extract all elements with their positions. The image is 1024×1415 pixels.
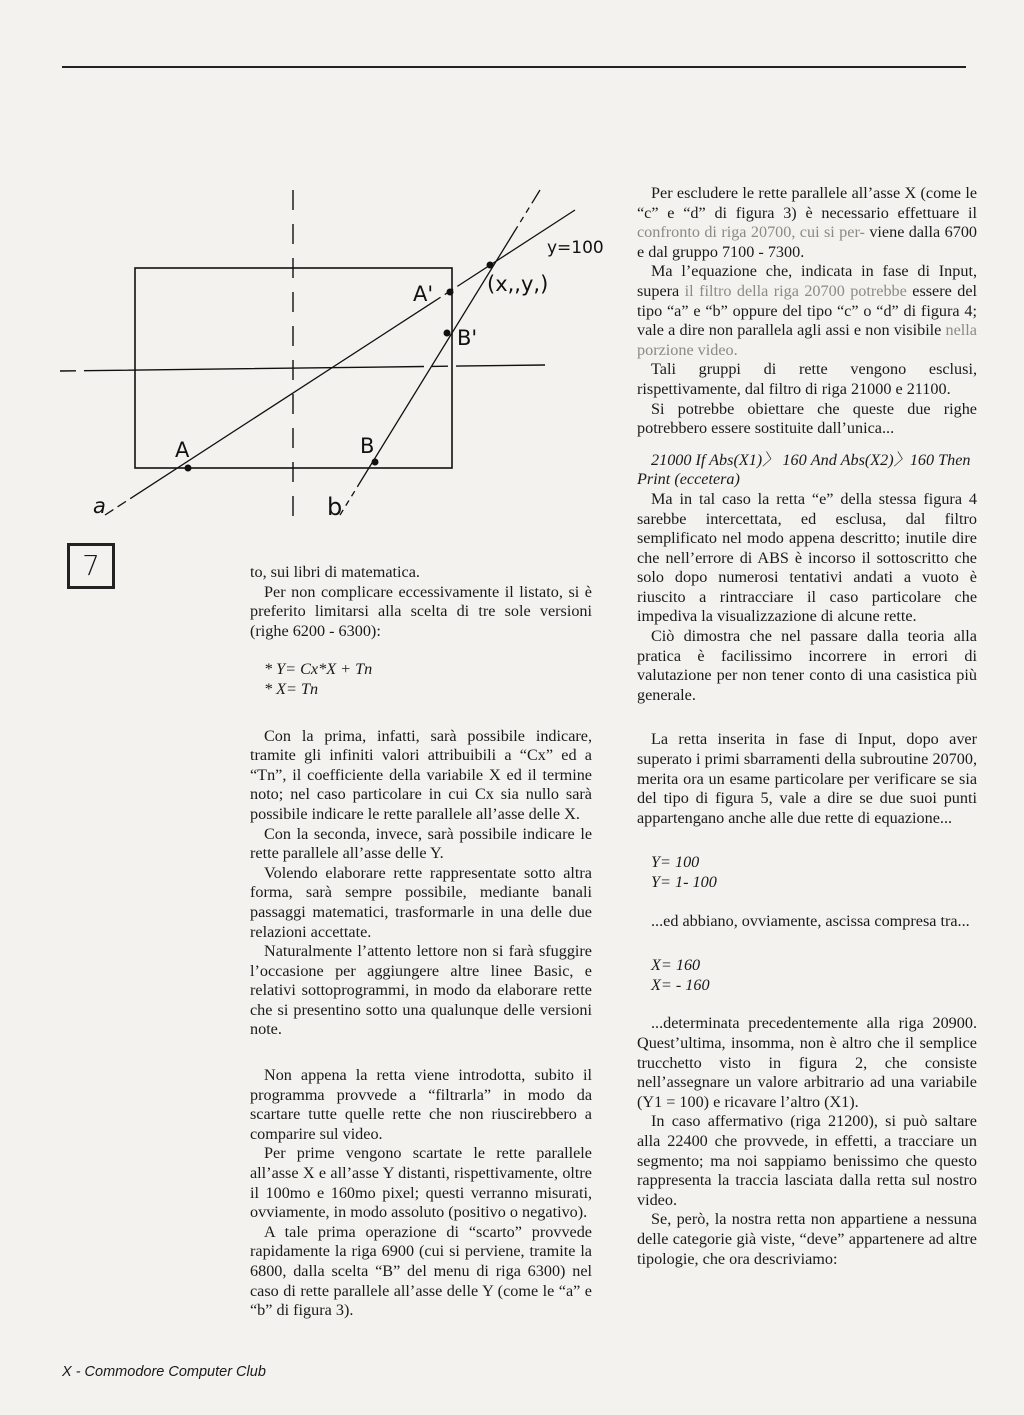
header-rule xyxy=(62,66,966,68)
line-a xyxy=(105,210,575,515)
paragraph: Con la prima, infatti, sarà possibile indicare, tramite gli infiniti valori attribuibili a “Cx” ed a “Tn”, il coefficiente della variabile X ed il termine noto; nel caso particolare in cui Cx sia nullo sarà possibile indicare le rette parallele all’asse delle X. xyxy=(250,726,592,823)
paragraph: In caso affermativo (riga 21200), si può saltare alla 22400 che provvede, in effetti, a tracciare un segmento; ma noi sappiamo benissimo che questo rappresenta la traccia lasciata dalla retta sul nostro video. xyxy=(637,1112,977,1209)
paragraph: Si potrebbe obiettare che queste due righe potrebbero essere sostituite dall’unica... xyxy=(637,399,977,438)
equation: X= - 160 xyxy=(651,975,710,994)
line-b xyxy=(340,190,540,515)
figure-number-box: 7 xyxy=(67,543,115,589)
label-line-b: b xyxy=(327,493,343,521)
paragraph: Per non complicare eccessivamente il listato, si è preferito limitarsi alla scelta di tre sole versioni (righe 6200 - 6300): xyxy=(250,582,592,640)
equation: Y= 1- 100 xyxy=(651,873,717,891)
label-line-a: a xyxy=(93,494,106,518)
paragraph: Ma in tal caso la retta “e” della stessa figura 4 sarebbe intercettata, ed esclusa, dal filtro semplificato nel modo appena descritto; inutile dire che nell’errore di ABS è incorso il sottoscritto che solo dopo numerosi tentativi andati a vuoto è riuscito a rintracciare il caso particolare che impediva la visualizzazione di alcune rette. xyxy=(637,489,977,626)
label-a-prime: A' xyxy=(413,282,434,306)
code-line: 21000 If Abs(X1)〉 160 And Abs(X2)〉160 Then Print (eccetera) xyxy=(637,450,971,489)
label-point: (x,,y,) xyxy=(487,272,549,296)
figure-svg xyxy=(55,185,615,530)
paragraph: Tali gruppi di rette vengono esclusi, rispettivamente, dal filtro di riga 21000 e 21100. xyxy=(637,360,977,398)
paragraph: A tale prima operazione di “scarto” provvede rapidamente la riga 6900 (cui si perviene, tramite la 6800, dalla scelta “B” del menu di riga 6300) nel caso di rette parallele all’asse delle Y (come le “a” e “b” di figura 3). xyxy=(250,1222,592,1320)
paragraph: ...ed abbiano, ovviamente, ascissa compresa tra... xyxy=(651,911,970,930)
paragraph: Per prime vengono scartate le rette parallele all’asse X e all’asse Y distanti, rispettivamente, oltre il 100mo e 160mo pixel; questi verranno misurati, ovviamente, in modo assoluto (positivo o negativo). xyxy=(250,1144,592,1222)
figure-diagram xyxy=(55,185,615,530)
point-a-prime xyxy=(447,289,454,296)
label-a: A xyxy=(175,438,190,462)
point-intersection xyxy=(487,262,494,269)
paragraph: La retta inserita in fase di Input, dopo aver superato i primi sbarramenti della subroutine 20700, merita ora un esame particolare per verificare se sia del tipo di figura 5, vale a dire se due suoi punti appartengano anche alle due rette di equazione... xyxy=(637,730,977,827)
equation: X= 160 xyxy=(651,956,701,975)
equation: * X= Tn xyxy=(264,679,319,698)
page-footer: X - Commodore Computer Club xyxy=(62,1364,266,1380)
right-column xyxy=(637,184,977,1269)
paragraph: ...determinata precedentemente alla riga 20900. Quest’ultima, insomma, non è altro che il semplice trucchetto visto in figura 2, che consiste nell’assegnare un valore arbitrario ad una variabile (Y1 = 100) e ricavare l’altro (X1). xyxy=(637,1014,977,1111)
point-b xyxy=(372,459,379,466)
label-y-eq: y=100 xyxy=(547,238,604,258)
equation: Y= 100 xyxy=(651,853,700,872)
left-column xyxy=(250,563,592,1321)
paragraph: Con la seconda, invece, sarà possibile indicare le rette parallele all’asse delle Y. xyxy=(250,824,592,863)
paragraph: Naturalmente l’attento lettore non si farà sfuggire l’occasione per aggiungere altre linee Basic, e relativi sottoprogrammi, in modo da elaborare rette che si presentino sotto una qualunque delle versioni note. xyxy=(250,942,592,1039)
paragraph: Non appena la retta viene introdotta, subito il programma provvede a “filtrarla” in modo da scartare tutte quelle rette che non riuscirebbero a comparire sul video. xyxy=(250,1066,592,1143)
x-axis xyxy=(60,365,545,371)
paragraph: to, sui libri di matematica. xyxy=(250,563,420,581)
paragraph: Volendo elaborare rette rappresentate sotto altra forma, sarà sempre possibile, mediante banali passaggi matematici, trasformarle in una delle due relazioni accettate. xyxy=(250,863,592,941)
paragraph: Ma l’equazione che, indicata in fase di Input, supera il filtro della riga 20700 potrebbe essere del tipo “a” e “b” oppure del tipo “c” o “d” di figura 4; vale a dire non parallela agli assi e non visibile nella porzione video. xyxy=(637,262,977,359)
paragraph: Per escludere le rette parallele all’asse X (come le “c” e “d” di figura 3) è necessario effettuare il confronto di riga 20700, cui si per- viene dalla 6700 e dal gruppo 7100 - 7300. xyxy=(637,184,978,261)
point-a xyxy=(185,465,192,472)
point-b-prime xyxy=(444,330,451,337)
paragraph: Ciò dimostra che nel passare dalla teoria alla pratica è facilissimo incorrere in errori di valutazione per non tener conto di una casistica più generale. xyxy=(637,627,977,704)
paragraph: Se, però, la nostra retta non appartiene a nessuna delle categorie già viste, “deve” appartenere ad altre tipologie, che ora descriviamo: xyxy=(637,1210,977,1268)
equation: * Y= Cx*X + Tn xyxy=(264,660,373,679)
label-b-prime: B' xyxy=(457,326,478,350)
label-b: B xyxy=(360,434,375,458)
